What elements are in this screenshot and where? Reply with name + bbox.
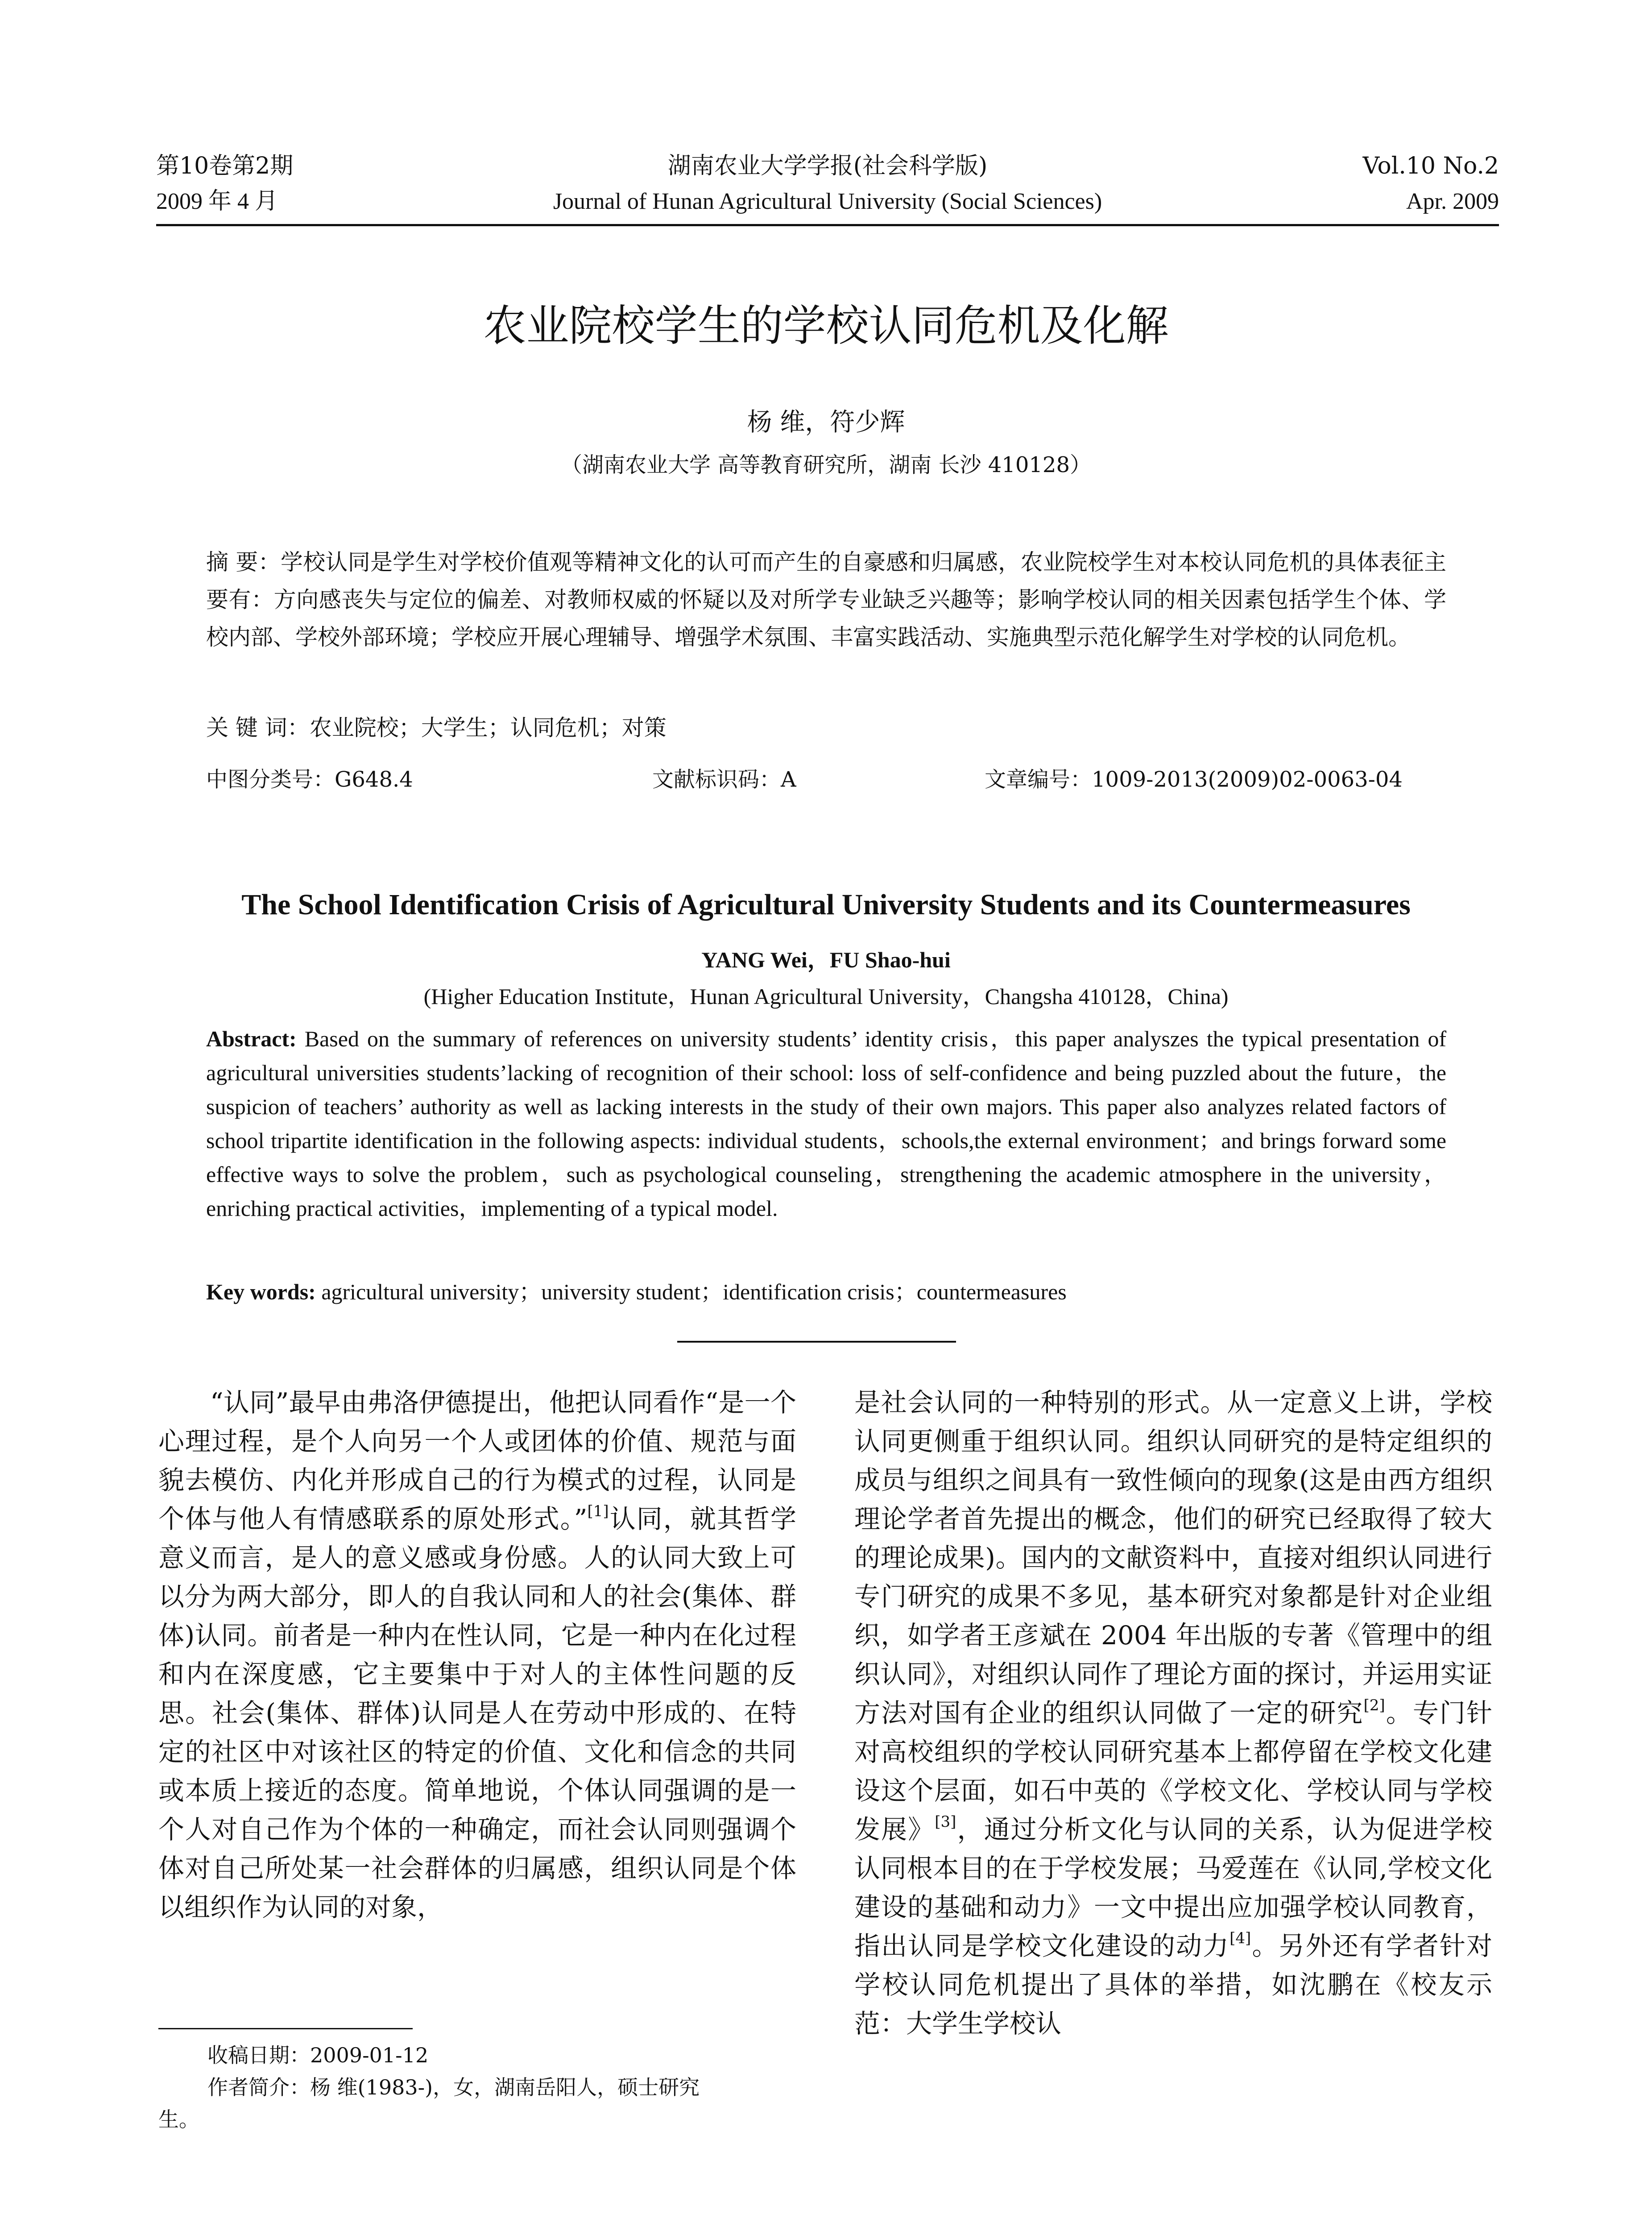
document-code-value: A — [781, 767, 796, 792]
keywords-en-text: agricultural university；university student；identification crisis；countermeasures — [315, 1279, 1067, 1304]
footnote-author-bio-continued: 生。 — [158, 2107, 199, 2131]
clc-label: 中图分类号： — [206, 767, 335, 792]
body-text: 。专门针对高校组织的学校认同研究基本上都停留在学校文化建设这个层面，如石中英的《学校文化、学校认同与学校发展》 — [854, 1698, 1492, 1845]
body-text: ，通过分析文化与认同的关系，认为促进学校认同根本目的在于学校发展；马爱莲在《认同,学校文化建设的基础和动力》一文中提出应加强学校认同教育，指出认同是学校文化建设的动力 — [854, 1814, 1492, 1961]
body-paragraph-1 — [158, 1383, 796, 1927]
abstract-cn-label: 摘 要： — [206, 549, 281, 575]
body-text: 认同，就其哲学意义而言，是人的意义感或身份感。人的认同大致上可以分为两大部分，即人的自我认同和人的社会(集体、群体)认同。前者是一种内在性认同，它是一种内在化过程和内在深度感，它主要集中于对人的主体性问题的反思。社会(集体、群体)认同是人在劳动中形成的、在特定的社区中对该社区的特定的价值、文化和信念的共同或本质上接近的态度。简单地说，个体认同强调的是一个人对自己作为个体的一种确定，而社会认同则强调个体对自己所处某一社会群体的归属感，组织认同是个体以组织作为认同的对象， — [158, 1504, 796, 1922]
article-number — [985, 764, 1403, 795]
keywords-cn-label: 关 键 词： — [206, 715, 310, 741]
keywords-cn — [206, 712, 1446, 743]
article-number-value: 1009-2013(2009)02-0063-04 — [1092, 767, 1403, 792]
journal-date-en: Apr. 2009 — [1406, 189, 1499, 214]
citation-2: [2] — [1363, 1696, 1385, 1714]
keywords-cn-text: 农业院校；大学生；认同危机；对策 — [309, 715, 667, 741]
journal-name-cn: 湖南农业大学学报(社会科学版) — [667, 153, 988, 179]
citation-4: [4] — [1230, 1929, 1251, 1947]
clc-number — [206, 764, 413, 795]
document-code-label: 文献标识码： — [652, 767, 781, 792]
body-paragraph-1-continued — [854, 1383, 1492, 2043]
authors-cn: 杨 维，符少辉 — [747, 408, 905, 437]
running-header-line-1 — [156, 152, 1499, 180]
header-rule — [156, 224, 1499, 226]
body-text: 是社会认同的一种特别的形式。从一定意义上讲，学校认同更侧重于组织认同。组织认同研究的是特定组织的成员与组织之间具有一致性倾向的现象(这是由西方组织理论学者首先提出的概念，他们的研究已经取得了较大的理论成果)。国内的文献资料中，直接对组织认同进行专门研究的成果不多见，基本研究对象都是针对企业组织，如学者王彦斌在 2004 年出版的专著《管理中的组织认同》，对组织认同作了理论方面的探讨，并运用实证方法对国有企业的组织认同做了一定的研究 — [854, 1387, 1492, 1728]
affiliation-en: (Higher Education Institute，Hunan Agricultural University，Changsha 410128，China) — [423, 984, 1229, 1009]
running-header-line-2 — [156, 187, 1499, 216]
body-text: “认同”最早由弗洛伊德提出，他把认同看作“是一个心理过程，是个人向另一个人或团体的价值、规范与面貌去模仿、内化并形成自己的行为模式的过程，认同是个体与他人有情感联系的原处形式。” — [158, 1387, 796, 1534]
footnote-rule — [158, 2028, 413, 2029]
affiliation-cn: （湖南农业大学 高等教育研究所，湖南 长沙 410128） — [560, 452, 1091, 477]
keywords-en-label: Key words: — [206, 1279, 316, 1304]
journal-date-cn: 2009 年 4 月 — [156, 189, 278, 214]
citation-1: [1] — [587, 1502, 609, 1520]
footnotes — [158, 2039, 796, 2136]
footnote-author-bio: 作者简介：杨 维(1983-)，女，湖南岳阳人，硕士研究 — [207, 2075, 700, 2099]
abstract-en — [206, 1022, 1446, 1225]
article-number-label: 文章编号： — [985, 767, 1092, 792]
journal-name-en: Journal of Hunan Agricultural University (Social Sciences) — [553, 189, 1102, 214]
citation-3: [3] — [935, 1813, 956, 1831]
footnote-received-date: 收稿日期：2009-01-12 — [207, 2043, 429, 2067]
body-column-left — [158, 1383, 796, 1927]
abstract-en-text: Based on the summary of references on university students’ identity crisis，this paper analyszes the typical presentation of agricultural universities students’lacking of recognition of their school: loss of self-confidence and being puzzled about the future，the suspicion of teachers’ authority as well as lacking interests in the study of their own majors. This paper also analyzes related factors of school tripartite identification in the following aspects: individual students，schools,the external environment；and brings forward some effective ways to solve the problem，such as psychological counseling，strengthening the academic atmosphere in the university，enriching practical activities，implementing of a typical model. — [206, 1026, 1446, 1221]
classification-row — [206, 764, 1500, 795]
journal-volume-en: Vol.10 No.2 — [1362, 153, 1499, 179]
keywords-en — [206, 1277, 1446, 1306]
abstract-cn — [206, 543, 1446, 656]
journal-volume-cn: 第10卷第2期 — [156, 153, 294, 179]
paper-title-en: The School Identification Crisis of Agricultural University Students and its Countermeasures — [241, 888, 1411, 921]
body-column-right — [854, 1383, 1492, 2043]
clc-value: G648.4 — [335, 767, 413, 792]
section-separator-rule — [677, 1341, 956, 1343]
document-code — [652, 764, 796, 795]
authors-en: YANG Wei，FU Shao-hui — [701, 947, 951, 972]
paper-title-cn: 农业院校学生的学校认同危机及化解 — [483, 301, 1169, 351]
body-text: 。另外还有学者针对学校认同危机提出了具体的举措，如沈鹏在《校友示范：大学生学校认 — [854, 1931, 1492, 2039]
abstract-en-label: Abstract: — [206, 1026, 297, 1051]
abstract-cn-text: 学校认同是学生对学校价值观等精神文化的认可而产生的自豪感和归属感，农业院校学生对本校认同危机的具体表征主要有：方向感丧失与定位的偏差、对教师权威的怀疑以及对所学专业缺乏兴趣等；影响学校认同的相关因素包括学生个体、学校内部、学校外部环境；学校应开展心理辅导、增强学术氛围、丰富实践活动、实施典型示范化解学生对学校的认同危机。 — [206, 549, 1446, 650]
